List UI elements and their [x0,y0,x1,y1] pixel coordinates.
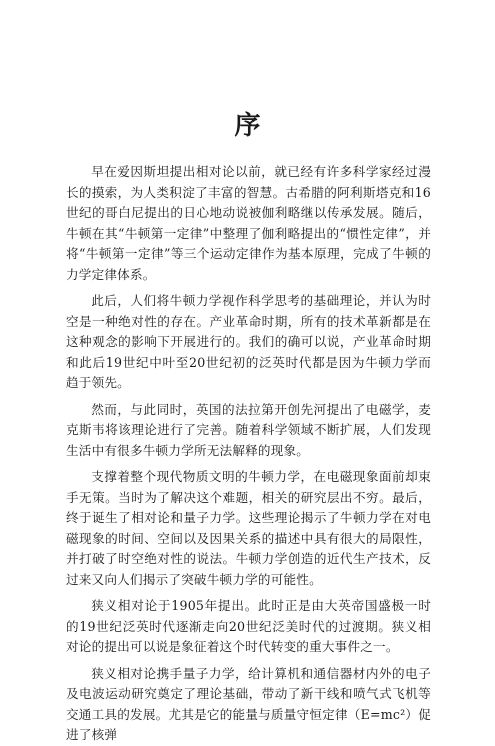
paragraph: 狭义相对论于1905年提出。此时正是由大英帝国盛极一时的19世纪泛英时代逐渐走向20世纪泛美时代的过渡期。狭义相对论的提出可以说是象征着这个时代转变的重大事件之一。 [66,598,431,654]
paragraph: 狭义相对论携手量子力学，给计算机和通信器材内外的电子及电波运动研究奠定了理论基础，带动了新干线和喷气式飞机等交通工具的发展。尤其是它的能量与质量守恒定律（E=mc²）促进了核弹 [66,665,431,742]
paragraph: 然而，与此同时，英国的法拉第开创先河提出了电磁学，麦克斯韦将该理论进行了完善。随着科学领域不断扩展，人们发现生活中有很多牛顿力学所无法解释的现象。 [66,401,431,458]
paragraph: 支撑着整个现代物质文明的牛顿力学，在电磁现象面前却束手无策。当时为了解决这个难题，相关的研究层出不穷。最后，终于诞生了相对论和量子力学。这些理论揭示了牛顿力学在对电磁现象的时间、空间以及因果关系的描述中具有很大的局限性，并打破了时空绝对性的说法。牛顿力学创造的近代生产技术，反过来又向人们揭示了突破牛顿力学的可能性。 [66,469,431,587]
page-title: 序 [234,111,263,141]
body-text [66,162,431,746]
paragraph: 早在爱因斯坦提出相对论以前，就已经有许多科学家经过漫长的摸索，为人类积淀了丰富的智慧。古希腊的阿利斯塔克和16世纪的哥白尼提出的日心地动说被伽利略继以传承发展。随后，牛顿在其“牛顿第一定律”中整理了伽利略提出的“惯性定律”，并将“牛顿第一定律”等三个运动定律作为基本原理，完成了牛顿的力学定律体系。 [66,164,431,282]
paragraph: 此后，人们将牛顿力学视作科学思考的基础理论，并认为时空是一种绝对性的存在。产业革命时期，所有的技术革新都是在这种观念的影响下开展进行的。我们的确可以说，产业革命时期和此后19世纪中叶至20世纪初的泛英时代都是因为牛顿力学而趋于领先。 [66,293,431,390]
